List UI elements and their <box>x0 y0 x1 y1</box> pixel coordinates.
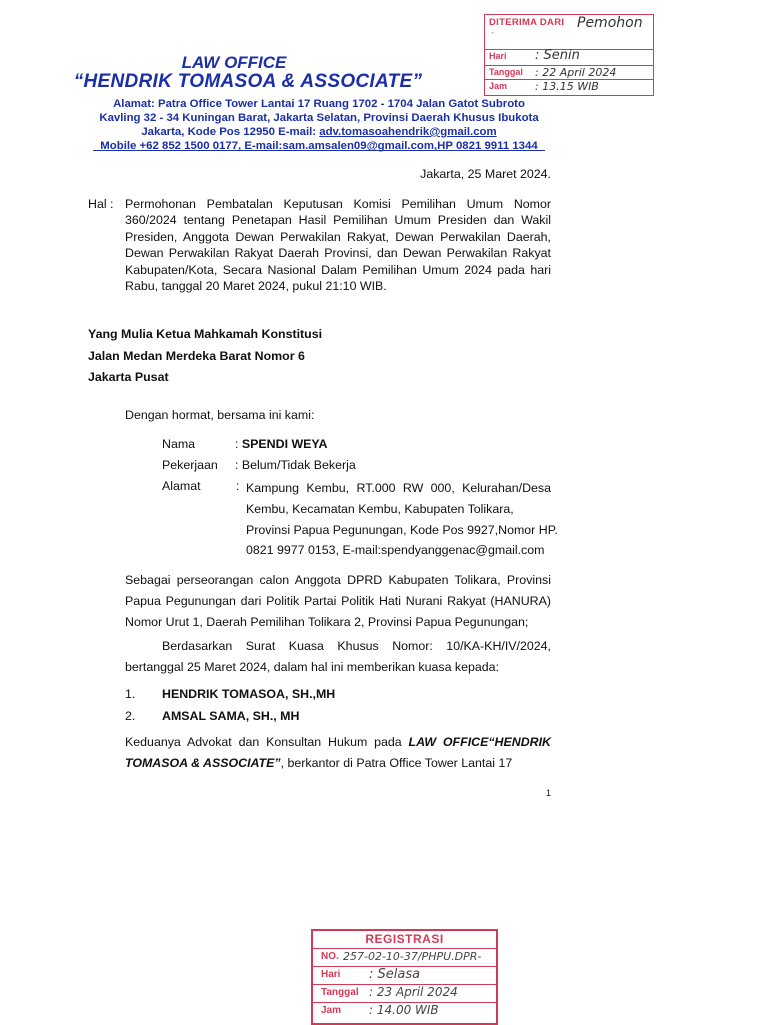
registration-stamp <box>311 929 498 1025</box>
lawyer-name-2: AMSAL SAMA, SH., MH <box>162 709 300 723</box>
stamp-tanggal-label: Tanggal <box>489 67 523 77</box>
recipient-line3: Jakarta Pusat <box>88 370 169 384</box>
registration-row-tanggal <box>313 984 496 1002</box>
registration-title: REGISTRASI <box>365 932 444 946</box>
address-line3-text: Jakarta, Kode Pos 12950 E-mail: <box>141 126 320 138</box>
address-line3 <box>84 125 554 139</box>
identity-alamat-value <box>246 478 558 561</box>
email-link-2[interactable]: sam.amsalen09@gmail.com <box>282 140 435 152</box>
registration-tanggal-label: Tanggal <box>321 987 359 998</box>
subject-label: Hal : <box>88 197 114 211</box>
page-number: 1 <box>546 788 552 798</box>
alamat-line: 0821 9977 0153, E-mail:spendyanggenac@gmail.com <box>246 543 545 558</box>
subject-line: Kabupaten/Kota, Secara Nasional Dalam Pemilihan Umum 2024 pada hari <box>125 262 551 277</box>
address-line1: Alamat: Patra Office Tower Lantai 17 Ruang 1702 - 1704 Jalan Gatot Subroto <box>113 98 525 110</box>
letterhead-address <box>84 97 554 153</box>
stamp-jam-value: : 13.15 WIB <box>535 80 599 93</box>
alamat-line: Kembu, Kecamatan Kembu, Kabupaten Tolikara, <box>246 501 514 516</box>
subject-line: Permohonan Pembatalan Keputusan Komisi Pemilihan Umum Nomor <box>125 197 551 211</box>
recipient-line1: Yang Mulia Ketua Mahkamah Konstitusi <box>88 327 323 341</box>
registration-no-value: 257-02-10-37/PHPU.DPR- <box>343 950 482 963</box>
stamp-jam-label: Jam <box>489 81 508 91</box>
stamp-hari-label: Hari <box>489 51 507 61</box>
stamp-from: Pemohon <box>577 15 643 31</box>
identity-nama <box>235 436 328 452</box>
registration-no-label: NO. <box>321 951 339 962</box>
subject-line: Dewan Perwakilan Rakyat Daerah Provinsi, dan Dewan Perwakilan Rakyat <box>125 246 551 261</box>
recipient-line2: Jalan Medan Merdeka Barat Nomor 6 <box>88 348 305 363</box>
stamp-dot: - <box>491 28 494 37</box>
subject-text <box>125 196 551 294</box>
identity-nama-colon: : <box>235 437 242 451</box>
address-line4-text: Mobile +62 852 1500 0177, E-mail: <box>100 140 283 152</box>
registration-tanggal-value: : 23 April 2024 <box>369 985 458 999</box>
identity-alamat-label: Alamat <box>162 479 201 493</box>
greeting: Dengan hormat, bersama ini kami: <box>125 408 315 422</box>
letter-date: Jakarta, 25 Maret 2024. <box>420 167 551 181</box>
lawyer-number-1: 1. <box>125 687 136 701</box>
stamp-hari-value: : Senin <box>535 48 580 63</box>
registration-jam-value: : 14.00 WIB <box>369 1003 439 1017</box>
paragraph-line: bertanggal 25 Maret 2024, dalam hal ini memberikan kuasa kepada: <box>125 660 500 674</box>
registration-jam-label: Jam <box>321 1005 342 1016</box>
identity-nama-label: Nama <box>162 437 196 451</box>
identity-pekerjaan-label: Pekerjaan <box>162 458 218 472</box>
paragraph-line: Sebagai perseorangan calon Anggota DPRD Kabupaten Tolikara, Provinsi <box>125 573 551 587</box>
letterhead-line1: LAW OFFICE <box>181 53 287 72</box>
identity-alamat-colon: : <box>236 479 240 493</box>
alamat-line: Kampung Kembu, RT.000 RW 000, Kelurahan/Desa <box>246 481 551 495</box>
letterhead-firm-name: “HENDRIK TOMASOA & ASSOCIATE” <box>73 71 423 92</box>
paragraph-candidate <box>125 570 551 633</box>
registration-row-jam <box>313 1002 496 1020</box>
subject-line: Rabu, tanggal 20 Maret 2024, pukul 21:10 WIB. <box>125 279 387 294</box>
alamat-line: Provinsi Papua Pegunungan, Kode Pos 9927,Nomor HP. <box>246 522 558 537</box>
stamp-header: DITERIMA DARI <box>489 17 565 28</box>
advocates-firm-cont: TOMASOA & ASSOCIATE” <box>125 756 281 770</box>
letterhead-divider <box>93 150 545 151</box>
advocates-office: , berkantor di Patra Office Tower Lantai 17 <box>280 756 513 770</box>
subject-line: Presiden, Anggota Dewan Perwakilan Rakyat, Dewan Perwakilan Daerah, <box>125 229 551 244</box>
registration-hari-value: : Selasa <box>369 967 421 982</box>
registration-row-hari <box>313 966 496 984</box>
address-phone: ,HP 0821 9911 1344 <box>434 140 538 152</box>
lawyer-name-1: HENDRIK TOMASOA, SH.,MH <box>162 687 336 701</box>
identity-pekerjaan-value: : Belum/Tidak Bekerja <box>235 458 356 472</box>
subject-line: 360/2024 tentang Penetapan Hasil Pemilihan Umum Presiden dan Wakil <box>125 213 551 228</box>
identity-nama-value: SPENDI WEYA <box>241 437 328 451</box>
paragraph-advocates <box>125 732 551 774</box>
lawyer-number-2: 2. <box>125 709 136 723</box>
registration-row-no <box>313 948 496 966</box>
paragraph-line: Papua Pegunungan dari Politik Partai Politik Hati Nurani Rakyat (HANURA) <box>125 594 551 608</box>
stamp-tanggal-value: : 22 April 2024 <box>535 66 617 79</box>
paragraph-power-of-attorney <box>125 636 551 678</box>
advocates-firm: LAW OFFICE“HENDRIK <box>408 735 551 749</box>
advocates-text: Keduanya Advokat dan Konsultan Hukum pada <box>125 735 409 749</box>
email-link-1[interactable]: adv.tomasoahendrik@gmail.com <box>319 126 497 138</box>
recipient-block <box>88 324 322 389</box>
paragraph-line <box>125 732 551 753</box>
paragraph-line: Nomor Urut 1, Daerah Pemilihan Tolikara 2, Provinsi Papua Pegunungan; <box>125 615 529 629</box>
paragraph-line: Berdasarkan Surat Kuasa Khusus Nomor: 10/KA-KH/IV/2024, <box>162 639 551 653</box>
paragraph-line <box>125 753 551 774</box>
address-line2: Kavling 32 - 34 Kuningan Barat, Jakarta Selatan, Provinsi Daerah Khusus Ibukota <box>99 112 539 124</box>
registration-hari-label: Hari <box>321 969 341 980</box>
